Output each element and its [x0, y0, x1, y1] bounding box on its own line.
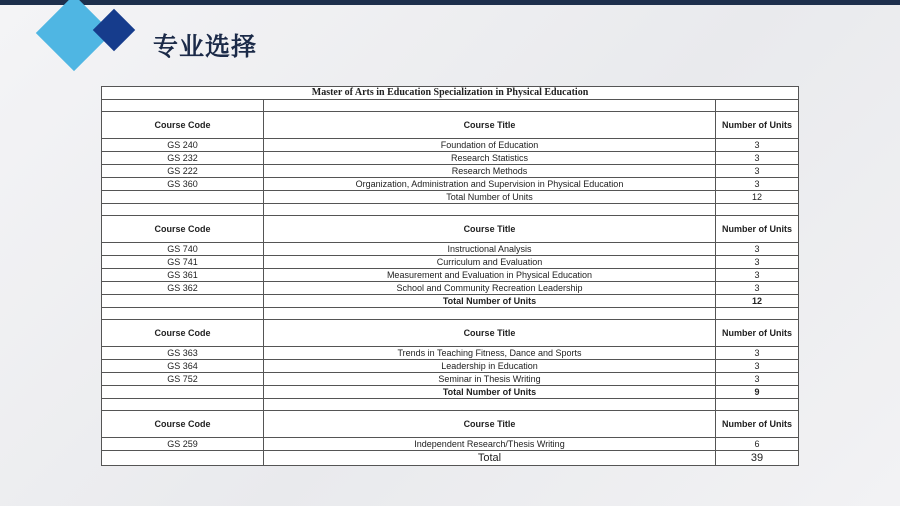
col-header-code: Course Code: [102, 320, 264, 347]
table-row: [102, 438, 799, 451]
course-title: Curriculum and Evaluation: [264, 256, 716, 269]
course-code: GS 232: [102, 152, 264, 165]
course-title: Research Methods: [264, 165, 716, 178]
course-code: GS 361: [102, 269, 264, 282]
col-header-title: Course Title: [264, 320, 716, 347]
total-row: [102, 295, 799, 308]
col-header-title: Course Title: [264, 411, 716, 438]
table-row: [102, 165, 799, 178]
total-row: [102, 386, 799, 399]
course-units: 3: [716, 152, 799, 165]
total-units: 9: [716, 386, 799, 399]
table-row: [102, 256, 799, 269]
course-title: Measurement and Evaluation in Physical Education: [264, 269, 716, 282]
page-title: 专业选择: [153, 32, 258, 61]
course-units: 3: [716, 347, 799, 360]
col-header-title: Course Title: [264, 112, 716, 139]
course-code: GS 222: [102, 165, 264, 178]
col-header-units: Number of Units: [716, 112, 799, 139]
table-row: [102, 139, 799, 152]
course-title: Independent Research/Thesis Writing: [264, 438, 716, 451]
course-title: Trends in Teaching Fitness, Dance and Sports: [264, 347, 716, 360]
grand-total-row: [102, 451, 799, 466]
table-row: [102, 282, 799, 295]
header-row: [102, 320, 799, 347]
blank-row: [102, 399, 799, 411]
course-code: GS 240: [102, 139, 264, 152]
blank-row: [102, 204, 799, 216]
course-units: 3: [716, 269, 799, 282]
table-title-row: [102, 87, 799, 100]
course-code: GS 752: [102, 373, 264, 386]
total-row: [102, 191, 799, 204]
course-title: Instructional Analysis: [264, 243, 716, 256]
total-units: 12: [716, 295, 799, 308]
col-header-code: Course Code: [102, 216, 264, 243]
blank-row: [102, 100, 799, 112]
course-code: GS 362: [102, 282, 264, 295]
col-header-units: Number of Units: [716, 216, 799, 243]
course-title: School and Community Recreation Leadership: [264, 282, 716, 295]
course-title: Research Statistics: [264, 152, 716, 165]
top-accent-bar: [0, 0, 900, 5]
course-units: 3: [716, 165, 799, 178]
header-row: [102, 112, 799, 139]
col-header-title: Course Title: [264, 216, 716, 243]
table-row: [102, 152, 799, 165]
total-label: Total Number of Units: [264, 386, 716, 399]
course-units: 3: [716, 360, 799, 373]
course-units: 3: [716, 178, 799, 191]
course-code: GS 363: [102, 347, 264, 360]
course-code: GS 259: [102, 438, 264, 451]
course-title: Seminar in Thesis Writing: [264, 373, 716, 386]
course-title: Foundation of Education: [264, 139, 716, 152]
course-units: 6: [716, 438, 799, 451]
blank-row: [102, 308, 799, 320]
table-title: Master of Arts in Education Specialization in Physical Education: [102, 87, 799, 100]
table-row: [102, 360, 799, 373]
course-code: GS 741: [102, 256, 264, 269]
header-row: [102, 411, 799, 438]
total-label: Total Number of Units: [264, 191, 716, 204]
table-row: [102, 269, 799, 282]
col-header-code: Course Code: [102, 112, 264, 139]
grand-total-units: 39: [716, 451, 799, 466]
total-label: Total Number of Units: [264, 295, 716, 308]
course-code: GS 364: [102, 360, 264, 373]
course-title: Leadership in Education: [264, 360, 716, 373]
course-units: 3: [716, 373, 799, 386]
course-units: 3: [716, 256, 799, 269]
course-table: [101, 86, 799, 466]
grand-total-label: Total: [264, 451, 716, 466]
col-header-code: Course Code: [102, 411, 264, 438]
total-units: 12: [716, 191, 799, 204]
table-row: [102, 373, 799, 386]
course-title: Organization, Administration and Supervision in Physical Education: [264, 178, 716, 191]
col-header-units: Number of Units: [716, 320, 799, 347]
course-units: 3: [716, 243, 799, 256]
table-row: [102, 178, 799, 191]
header-row: [102, 216, 799, 243]
col-header-units: Number of Units: [716, 411, 799, 438]
course-code: GS 360: [102, 178, 264, 191]
course-code: GS 740: [102, 243, 264, 256]
table-row: [102, 243, 799, 256]
table-row: [102, 347, 799, 360]
course-units: 3: [716, 282, 799, 295]
course-units: 3: [716, 139, 799, 152]
